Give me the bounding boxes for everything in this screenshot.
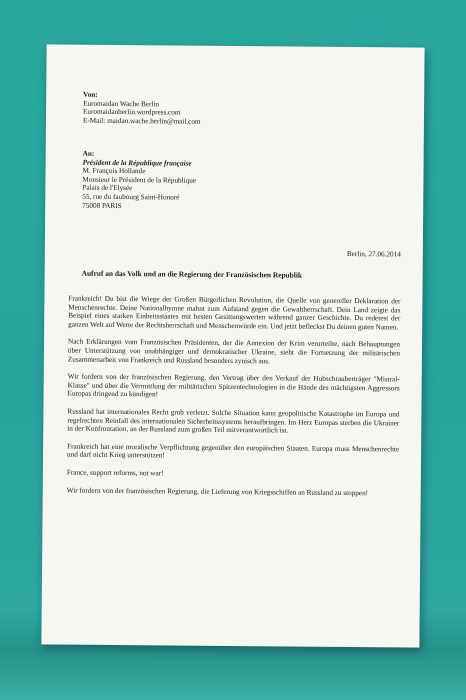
recipient-line: 55, rue du faubourg Saint-Honoré xyxy=(82,192,180,202)
recipient-line: 75008 PARIS xyxy=(82,201,122,210)
recipient-block xyxy=(82,150,196,211)
sender-label: Von: xyxy=(83,90,98,99)
body-paragraph: Russland hat internationales Recht grob verletzt. Solche Situation kann geopolitische Katastrophe im Europa und regelrechten Reinfall des internationalen Sicherheitssystems heraufbringen. Im Herz Europas sterben die Ukrainer in der Konfrontation, an der Russland zum großen Teil mitverantwortlich ist. xyxy=(67,407,400,435)
letter-date: Berlin, 27.06.2014 xyxy=(346,249,401,259)
letter-page xyxy=(41,44,424,647)
sender-block xyxy=(83,91,201,126)
recipient-title: Président de la République française xyxy=(82,158,192,168)
sender-line: E-Mail: maidan.wache.berlin@mail.com xyxy=(82,116,201,126)
recipient-line: M. François Hollande xyxy=(82,166,146,176)
body-paragraph: Nach Erklärungen vom Französischen Präsidenten, der die Annexion der Krim verurteilte, nach Behauptungen über Unterstützung von unabhängiger und demokratischer Ukraine, sieht die Fortsetzung der militärischen Zusammenarbeit von Frankreich und Russland besonders zynisch aus. xyxy=(67,337,401,365)
sender-line: Euromaidanberlin.wordpress.com xyxy=(83,107,181,117)
body-paragraph: Wir fordern von der französischen Regierung, den Vertrag über den Verkauf der Hubschrauberträger "Mistral-Klasse" und über die Vermittlung der militärischen Spitzentechnologien in die Hände des mächtigsten Aggressors Europas dringend zu kündigen! xyxy=(67,372,400,399)
body-paragraph: Frankreich! Du bist die Wiege der Großen Bürgerlichen Revolution, die Quelle von genereller Deklaration der Menschenrechte. Deine Nationalhymne mahnt zum Aufstand gegen die Gewaltherrschaft. Dein Land zeigte das Beispiel eines starken Einheitsstaates mit besten Gesittungswerten während ganzer Geschichte. Du redetest der ganzen Welt auf Werte der Rechtsherrschaft und Menschenwürde ein. Und jetzt befleckst Du deinen guten Namen. xyxy=(68,294,401,332)
body-paragraph: Wir fordern von der französischen Regierung, die Lieferung von Kriegsschiffen an Russland zu stoppen! xyxy=(66,486,369,497)
sender-line: Euromaidan Wache Berlin xyxy=(83,99,160,108)
letter-body xyxy=(67,295,401,507)
recipient-line: Monsieur le Président de la République xyxy=(82,175,197,185)
recipient-label: An: xyxy=(82,149,95,158)
body-paragraph: Frankreich hat eine moralische Verpflichtung gegenüber den europäischen Staaten. Europa muss Menschenrechte und darf nicht Krieg unterstützen! xyxy=(67,442,400,460)
recipient-line: Palais de l'Elysée xyxy=(82,184,133,193)
letter-subject: Aufruf an das Volk und an die Regierung der Französischen Republik xyxy=(81,268,303,280)
body-paragraph: France, support reforms, not war! xyxy=(66,468,164,478)
